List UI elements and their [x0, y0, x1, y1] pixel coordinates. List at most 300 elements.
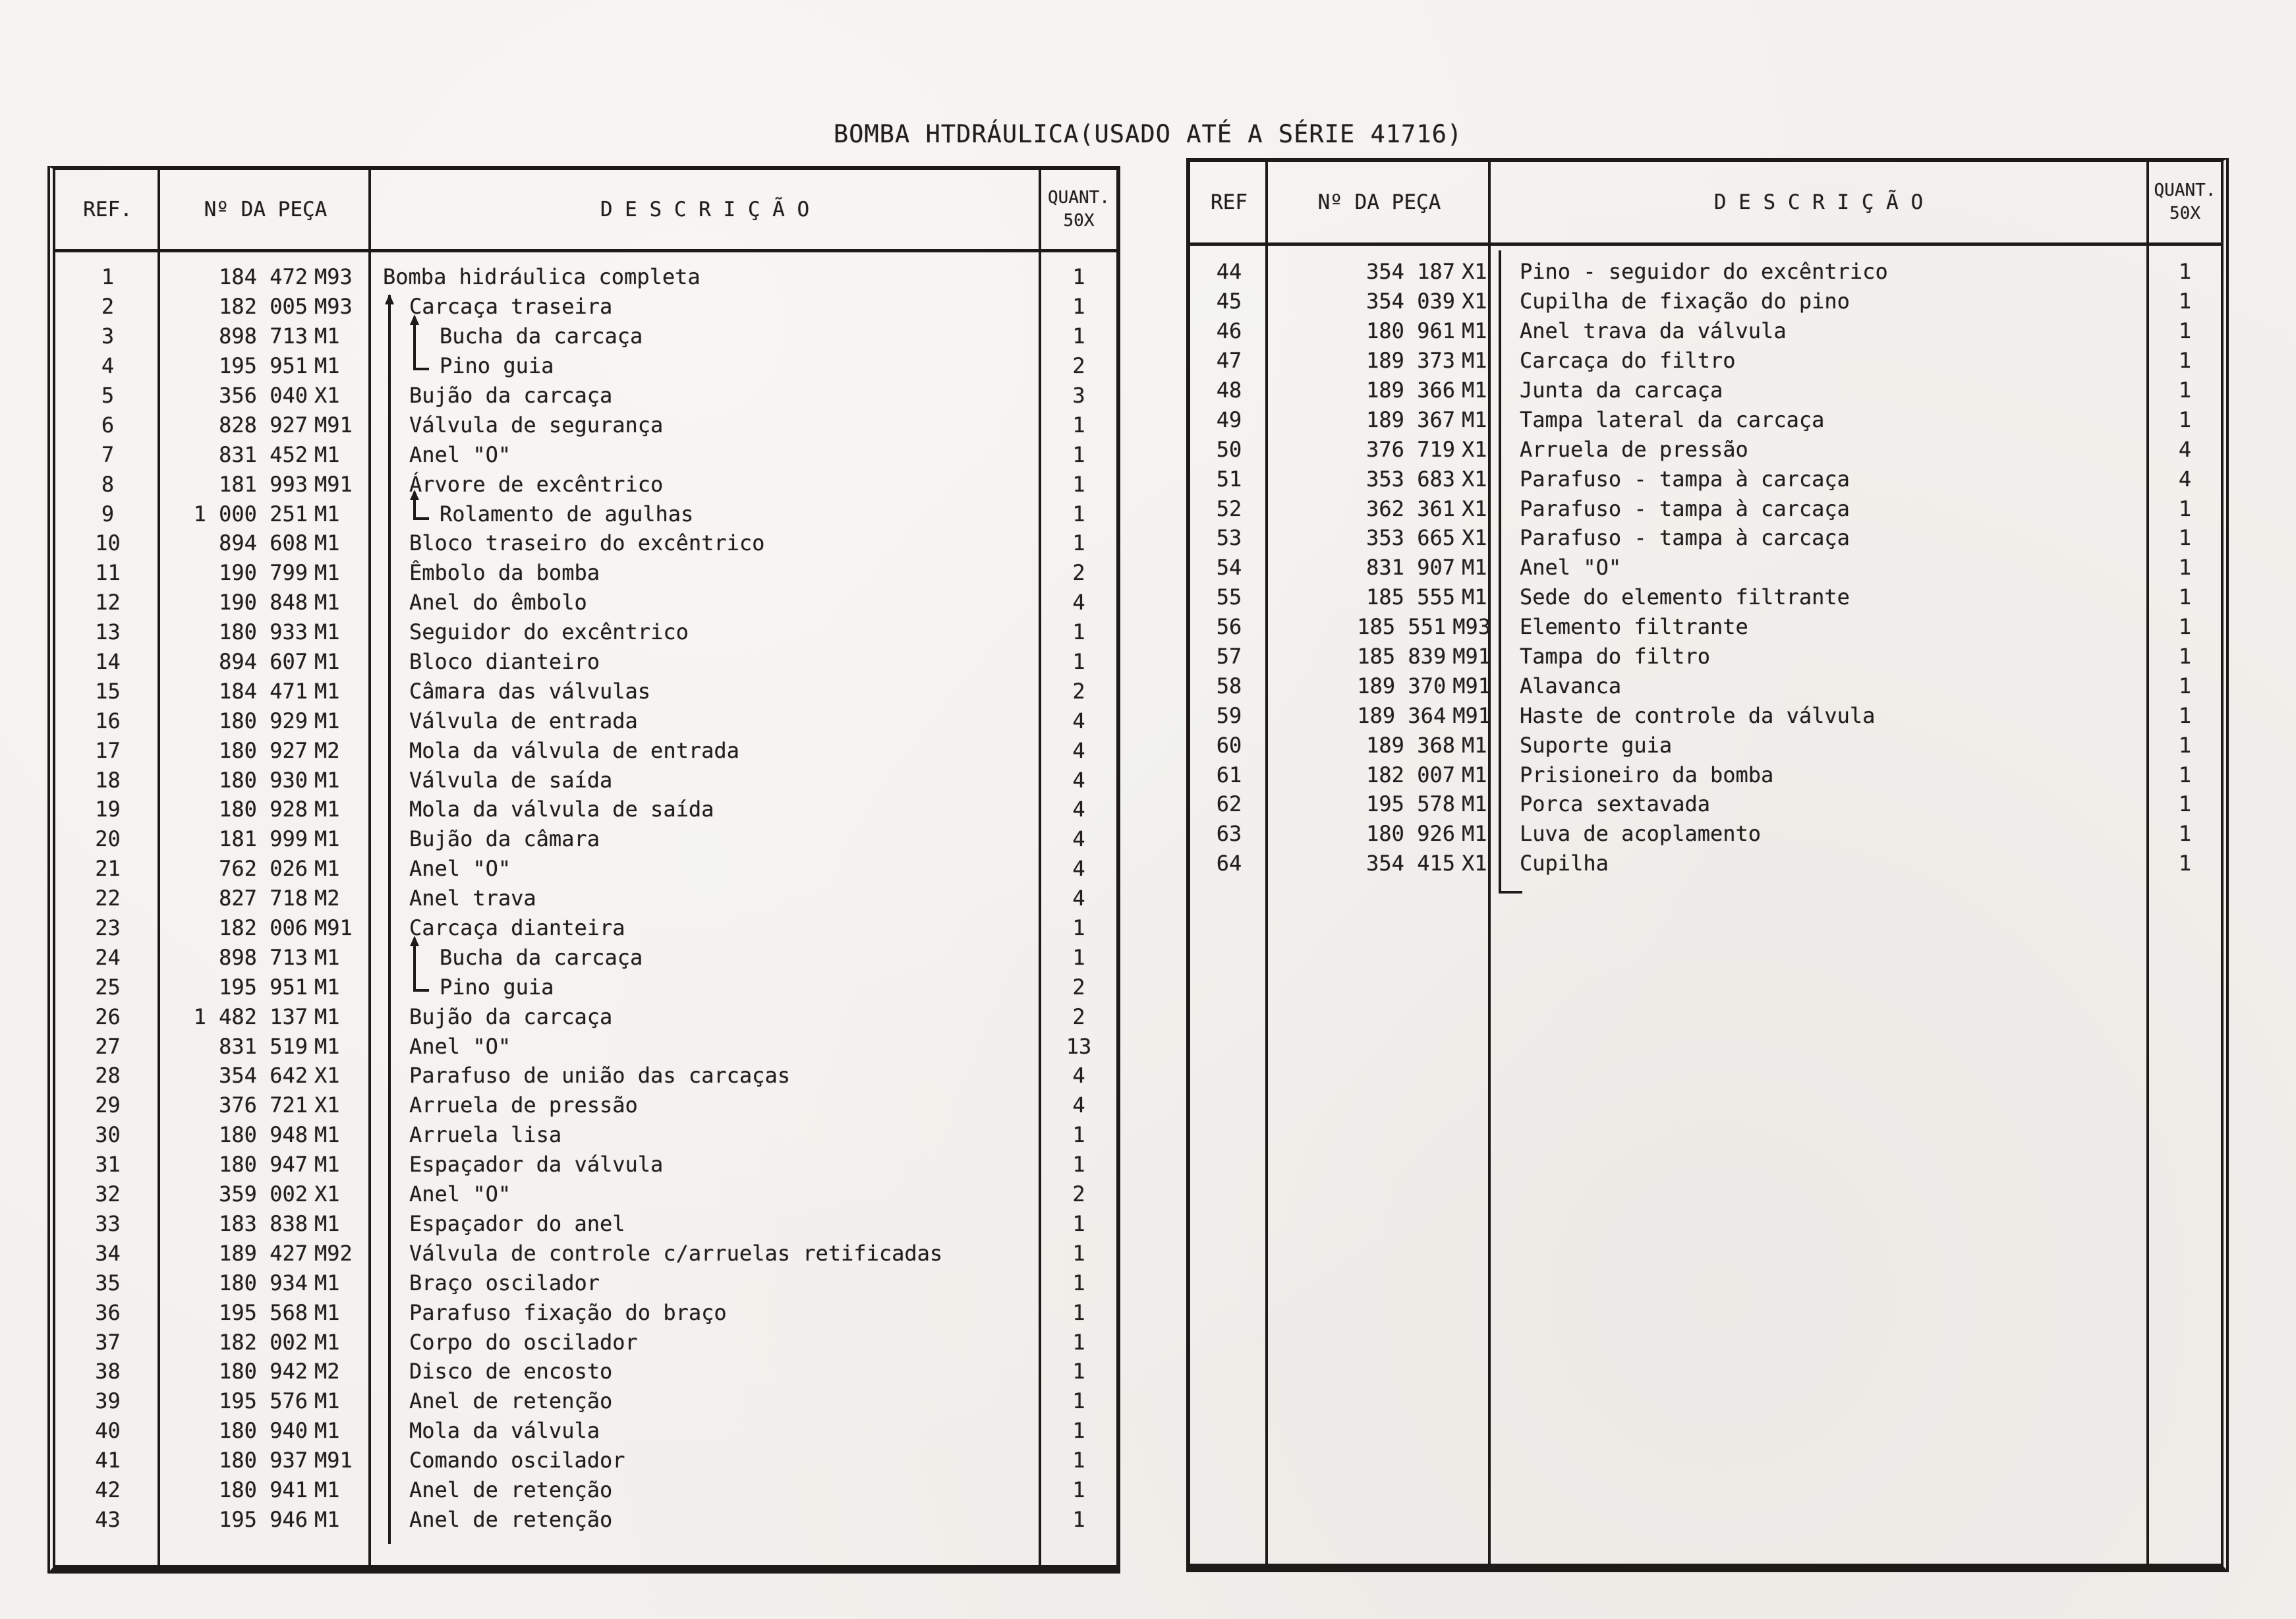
- quantity-cell: 1: [1072, 1122, 1085, 1148]
- description-text: Pino guia: [440, 353, 554, 379]
- part-number: 195 951: [219, 353, 308, 379]
- part-number-cell: [160, 768, 371, 793]
- description-text: Bucha da carcaça: [440, 324, 643, 349]
- ref-cell: 15: [95, 678, 121, 704]
- part-number: 354 187: [1366, 259, 1455, 285]
- description-cell: [371, 1388, 1041, 1413]
- ref-cell: 46: [1216, 318, 1242, 344]
- part-number-cell: [1268, 673, 1491, 698]
- ref-column-header: REF: [1211, 190, 1248, 214]
- description-cell: [371, 590, 1041, 615]
- description-cell: [371, 1300, 1041, 1325]
- part-code: M1: [1462, 821, 1487, 847]
- part-number: 828 927: [219, 412, 308, 438]
- part-number-cell: [160, 294, 371, 319]
- part-number: 190 848: [219, 590, 308, 615]
- part-code: M1: [1462, 318, 1487, 344]
- table-row: [1190, 346, 2221, 376]
- description-cell: [371, 294, 1041, 319]
- description-text: Elemento filtrante: [1520, 614, 1748, 640]
- part-code: M1: [314, 678, 340, 704]
- description-text: Sede do elemento filtrante: [1520, 584, 1850, 610]
- description-text: Espaçador do anel: [409, 1210, 625, 1236]
- table-row: [55, 913, 1116, 943]
- quantity-cell: 2: [1072, 1004, 1085, 1029]
- part-code: M1: [314, 1122, 340, 1148]
- part-number-cell: [1268, 821, 1491, 846]
- ref-cell: 26: [95, 1004, 121, 1029]
- ref-cell: 55: [1216, 584, 1242, 610]
- table-row: [1190, 405, 2221, 434]
- description-cell: [371, 1004, 1041, 1029]
- parts-table-left: [47, 166, 1120, 1574]
- ref-cell: 17: [95, 737, 121, 763]
- part-number-cell: [160, 1122, 371, 1147]
- part-number: 894 608: [219, 530, 308, 556]
- description-text: Mola da válvula: [409, 1418, 600, 1444]
- part-number-cell: [160, 1211, 371, 1236]
- table-row: [55, 1031, 1116, 1061]
- description-cell: [371, 472, 1041, 497]
- part-number: 184 472: [219, 264, 308, 290]
- ref-cell: 43: [95, 1506, 121, 1532]
- description-cell: [371, 1034, 1041, 1059]
- table-row: [55, 1268, 1116, 1297]
- description-cell: [1491, 851, 2149, 876]
- quantity-cell: 1: [2178, 259, 2192, 285]
- ref-cell: 62: [1216, 791, 1242, 817]
- quantity-cell: 1: [1072, 915, 1085, 941]
- quantity-cell: 4: [1072, 1063, 1085, 1089]
- quantity-cell: 4: [1072, 737, 1085, 763]
- part-number: 180 926: [1366, 821, 1455, 847]
- part-code: X1: [1462, 466, 1487, 492]
- part-number: 189 366: [1366, 378, 1455, 403]
- part-number-cell: [160, 1034, 371, 1059]
- ref-cell: 41: [95, 1448, 121, 1473]
- table-row: [1190, 849, 2221, 878]
- quantity-cell: 1: [2178, 762, 2192, 787]
- part-number-cell: [160, 1507, 371, 1532]
- part-code: M1: [314, 1210, 340, 1236]
- ref-cell: 56: [1216, 614, 1242, 640]
- description-text: Carcaça traseira: [409, 294, 613, 320]
- ref-cell: 47: [1216, 348, 1242, 374]
- quantity-cell: 1: [1072, 1418, 1085, 1444]
- table-row: [55, 410, 1116, 440]
- part-number: 353 683: [1366, 466, 1455, 492]
- description-text: Seguidor do excêntrico: [409, 619, 689, 645]
- part-code: X1: [314, 383, 340, 408]
- parts-table-right: [1186, 158, 2229, 1572]
- part-number-cell: [160, 383, 371, 408]
- quantity-cell: 1: [2178, 584, 2192, 610]
- table-row: [55, 706, 1116, 735]
- description-text: Corpo do oscilador: [409, 1329, 638, 1355]
- part-number: 354 642: [219, 1063, 308, 1089]
- ref-cell: 9: [101, 501, 115, 526]
- part-code: M1: [1462, 407, 1487, 432]
- ref-cell: 18: [95, 767, 121, 793]
- quantity-cell: 1: [2178, 821, 2192, 847]
- part-number: 189 367: [1366, 407, 1455, 432]
- description-text: Pino guia: [440, 974, 554, 1000]
- hierarchy-bracket: [413, 347, 429, 370]
- quantity-cell: 1: [1072, 1448, 1085, 1473]
- description-text: Parafuso de união das carcaças: [409, 1063, 790, 1089]
- quantity-cell: 1: [1072, 1240, 1085, 1266]
- part-number: 180 934: [219, 1270, 308, 1295]
- quantity-cell: 4: [2178, 436, 2192, 462]
- description-text: Bloco dianteiro: [409, 649, 600, 675]
- quantity-cell: 1: [1072, 1477, 1085, 1502]
- part-code: X1: [1462, 851, 1487, 876]
- table-rows: [55, 262, 1116, 1534]
- description-cell: [371, 886, 1041, 911]
- ref-cell: 35: [95, 1270, 121, 1295]
- description-cell: [1491, 318, 2149, 343]
- description-cell: [1491, 733, 2149, 758]
- part-number: 181 999: [219, 826, 308, 852]
- part-number: 1 482 137: [193, 1004, 308, 1029]
- description-cell: [371, 1359, 1041, 1384]
- part-number: 180 933: [219, 619, 308, 645]
- part-number: 894 607: [219, 649, 308, 675]
- quantity-cell: 1: [2178, 702, 2192, 728]
- quantity-cell: 1: [2178, 525, 2192, 551]
- description-cell: [371, 1152, 1041, 1177]
- description-text: Mola da válvula de saída: [409, 797, 714, 822]
- description-cell: [1491, 673, 2149, 698]
- part-number-cell: [160, 560, 371, 585]
- quantity-cell: 1: [1072, 1506, 1085, 1532]
- description-text: Parafuso - tampa à carcaça: [1520, 466, 1850, 492]
- part-number-cell: [1268, 348, 1491, 373]
- part-number-cell: [1268, 467, 1491, 492]
- part-number-cell: [160, 738, 371, 763]
- table-row: [55, 499, 1116, 528]
- description-text: Disco de encosto: [409, 1359, 613, 1384]
- part-number-cell: [160, 1063, 371, 1088]
- part-number: 827 718: [219, 886, 308, 911]
- part-code: M1: [314, 974, 340, 1000]
- part-number-cell: [1268, 525, 1491, 550]
- description-text: Válvula de segurança: [409, 412, 664, 438]
- part-number: 180 947: [219, 1152, 308, 1178]
- quantity-cell: 1: [1072, 264, 1085, 290]
- table-row: [55, 1091, 1116, 1120]
- ref-cell: 64: [1216, 851, 1242, 876]
- table-row: [55, 558, 1116, 588]
- part-number: 181 993: [219, 471, 308, 497]
- quantity-cell: 1: [2178, 318, 2192, 344]
- quantity-cell: 1: [1072, 441, 1085, 467]
- description-cell: [1491, 259, 2149, 284]
- ref-cell: 58: [1216, 673, 1242, 698]
- quantity-cell: 2: [1072, 560, 1085, 586]
- description-text: Anel "O": [409, 441, 511, 467]
- description-text: Haste de controle da válvula: [1520, 702, 1876, 728]
- table-row: [1190, 642, 2221, 671]
- quantity-cell: 1: [2178, 673, 2192, 698]
- part-code: M91: [314, 915, 353, 941]
- part-code: M1: [314, 1418, 340, 1444]
- quantity-cell: 1: [2178, 791, 2192, 817]
- part-number-cell: [160, 1152, 371, 1177]
- part-number-cell: [1268, 289, 1491, 314]
- quantity-cell: 1: [1072, 1270, 1085, 1295]
- ref-cell: 60: [1216, 732, 1242, 758]
- part-number: 356 040: [219, 383, 308, 408]
- part-number-cell: [160, 412, 371, 438]
- part-number: 362 361: [1366, 496, 1455, 521]
- description-cell: [371, 383, 1041, 408]
- description-text: Árvore de excêntrico: [409, 471, 664, 497]
- part-code: M91: [314, 412, 353, 438]
- ref-cell: 7: [101, 441, 115, 467]
- part-code: M1: [1462, 348, 1487, 374]
- part-code: M1: [314, 619, 340, 645]
- part-code: M1: [314, 530, 340, 556]
- part-code: M91: [314, 1448, 353, 1473]
- description-text: Mola da válvula de entrada: [409, 737, 739, 763]
- quantity-cell: 1: [1072, 944, 1085, 970]
- ref-cell: 38: [95, 1359, 121, 1384]
- description-cell: [371, 353, 1041, 378]
- description-cell: [1491, 467, 2149, 492]
- part-code: M1: [314, 767, 340, 793]
- quantity-cell: 1: [2178, 378, 2192, 403]
- part-number: 189 370: [1357, 673, 1447, 698]
- part-number-cell: [160, 1477, 371, 1502]
- quantity-cell: 1: [1072, 412, 1085, 438]
- part-number-cell: [160, 1448, 371, 1473]
- description-cell: [1491, 555, 2149, 580]
- description-text: Anel "O": [1520, 555, 1622, 581]
- description-text: Anel "O": [409, 856, 511, 882]
- part-number-cell: [160, 619, 371, 644]
- table-row: [55, 824, 1116, 854]
- quantity-column-header: [2149, 162, 2221, 242]
- table-row: [55, 381, 1116, 411]
- ref-cell: 20: [95, 826, 121, 852]
- quantity-cell: 1: [1072, 1388, 1085, 1414]
- ref-cell: 45: [1216, 289, 1242, 314]
- table-row: [55, 647, 1116, 677]
- part-number-column-header: Nº DA PEÇA: [1317, 190, 1441, 214]
- table-row: [55, 351, 1116, 381]
- header-divider: [55, 249, 1116, 252]
- description-cell: [371, 768, 1041, 793]
- table-row: [1190, 730, 2221, 760]
- hierarchy-bracket: [413, 968, 429, 992]
- description-text: Braço oscilador: [409, 1270, 600, 1295]
- table-row: [55, 262, 1116, 292]
- quantity-cell: 1: [1072, 1152, 1085, 1178]
- description-text: Anel de retenção: [409, 1388, 613, 1414]
- part-number-cell: [1268, 851, 1491, 876]
- part-code: M1: [314, 1152, 340, 1178]
- part-code: X1: [314, 1181, 340, 1207]
- description-cell: [1491, 289, 2149, 314]
- ref-cell: 39: [95, 1388, 121, 1414]
- description-column-header: D E S C R I Ç Ã O: [1713, 190, 1924, 214]
- description-cell: [1491, 614, 2149, 639]
- quantity-cell: 1: [1072, 294, 1085, 320]
- part-code: M91: [1452, 673, 1491, 698]
- ref-cell: 61: [1216, 762, 1242, 787]
- quantity-header-line1: QUANT.: [2154, 180, 2216, 200]
- description-text: Anel "O": [409, 1181, 511, 1207]
- part-number-cell: [160, 1388, 371, 1413]
- part-number: 183 838: [219, 1210, 308, 1236]
- part-number: 189 373: [1366, 348, 1455, 374]
- description-text: Arruela de pressão: [1520, 436, 1748, 462]
- description-text: Carcaça do filtro: [1520, 348, 1736, 374]
- quantity-cell: 1: [2178, 644, 2192, 669]
- description-cell: [371, 530, 1041, 555]
- description-text: Porca sextavada: [1520, 791, 1710, 817]
- part-number-cell: [160, 590, 371, 615]
- table-row: [55, 1209, 1116, 1239]
- table-row: [55, 1327, 1116, 1357]
- quantity-cell: 1: [2178, 732, 2192, 758]
- part-number-cell: [160, 472, 371, 497]
- table-row: [1190, 671, 2221, 700]
- description-cell: [371, 945, 1041, 970]
- description-text: Rolamento de agulhas: [440, 501, 694, 526]
- quantity-cell: 2: [1072, 1181, 1085, 1207]
- description-cell: [371, 1093, 1041, 1118]
- description-cell: [1491, 525, 2149, 550]
- quantity-cell: 2: [1072, 678, 1085, 704]
- part-number-cell: [160, 1093, 371, 1118]
- description-text: Bloco traseiro do excêntrico: [409, 530, 765, 556]
- ref-cell: 25: [95, 974, 121, 1000]
- ref-cell: 6: [101, 412, 115, 438]
- table-row: [1190, 523, 2221, 553]
- description-text: Bujão da carcaça: [409, 383, 613, 408]
- table-row: [55, 617, 1116, 647]
- quantity-cell: 1: [1072, 530, 1085, 556]
- table-row: [1190, 316, 2221, 346]
- part-code: M1: [314, 856, 340, 882]
- part-number: 195 568: [219, 1299, 308, 1325]
- part-number-cell: [1268, 437, 1491, 462]
- description-cell: [371, 856, 1041, 881]
- ref-cell: 30: [95, 1122, 121, 1148]
- part-number: 353 665: [1366, 525, 1455, 551]
- part-number: 195 576: [219, 1388, 308, 1414]
- part-number: 195 951: [219, 974, 308, 1000]
- quantity-cell: 1: [2178, 555, 2192, 581]
- description-text: Anel trava: [409, 886, 536, 911]
- part-number-cell: [160, 945, 371, 970]
- ref-cell: 22: [95, 886, 121, 911]
- part-number: 189 364: [1357, 702, 1447, 728]
- description-cell: [371, 738, 1041, 763]
- table-row: [55, 972, 1116, 1002]
- quantity-cell: 3: [1072, 383, 1085, 408]
- description-cell: [371, 1418, 1041, 1443]
- part-code: M1: [314, 1506, 340, 1532]
- table-row: [55, 1416, 1116, 1446]
- part-number: 185 555: [1366, 584, 1455, 610]
- ref-cell: 52: [1216, 496, 1242, 521]
- quantity-cell: 1: [2178, 496, 2192, 521]
- ref-cell: 13: [95, 619, 121, 645]
- part-code: M92: [314, 1240, 353, 1266]
- part-number-cell: [160, 1359, 371, 1384]
- description-text: Tampa do filtro: [1520, 644, 1710, 669]
- part-number-cell: [160, 915, 371, 940]
- ref-cell: 2: [101, 294, 115, 320]
- part-number-cell: [160, 886, 371, 911]
- description-cell: [1491, 644, 2149, 669]
- description-text: Válvula de saída: [409, 767, 613, 793]
- part-code: X1: [1462, 289, 1487, 314]
- table-row: [1190, 612, 2221, 642]
- part-code: M1: [314, 1299, 340, 1325]
- part-number: 185 551: [1357, 614, 1447, 640]
- table-row: [55, 292, 1116, 322]
- quantity-cell: 1: [2178, 407, 2192, 432]
- ref-cell: 10: [95, 530, 121, 556]
- ref-cell: 40: [95, 1418, 121, 1444]
- quantity-cell: 1: [2178, 614, 2192, 640]
- part-code: M2: [314, 886, 340, 911]
- ref-cell: 63: [1216, 821, 1242, 847]
- quantity-cell: 4: [1072, 826, 1085, 852]
- quantity-cell: 2: [1072, 974, 1085, 1000]
- part-number-cell: [1268, 318, 1491, 343]
- part-number-cell: [1268, 584, 1491, 610]
- ref-cell: 28: [95, 1063, 121, 1089]
- part-number-cell: [160, 679, 371, 704]
- description-cell: [371, 412, 1041, 438]
- description-text: Arruela de pressão: [409, 1093, 638, 1118]
- quantity-header-line2: 50X: [1063, 211, 1095, 231]
- part-number: 831 452: [219, 441, 308, 467]
- table-row: [55, 1446, 1116, 1475]
- ref-cell: 59: [1216, 702, 1242, 728]
- description-text: Arruela lisa: [409, 1122, 562, 1148]
- part-code: X1: [1462, 436, 1487, 462]
- part-number: 189 427: [219, 1240, 308, 1266]
- part-number: 376 721: [219, 1093, 308, 1118]
- part-code: M1: [314, 501, 340, 526]
- table-row: [1190, 582, 2221, 612]
- part-code: M1: [314, 353, 340, 379]
- part-code: M91: [1452, 702, 1491, 728]
- part-code: M1: [1462, 762, 1487, 787]
- description-cell: [371, 1507, 1041, 1532]
- part-number-column-header: Nº DA PEÇA: [204, 198, 328, 221]
- part-number: 1 000 251: [193, 501, 308, 526]
- table-row: [55, 528, 1116, 558]
- part-number: 182 006: [219, 915, 308, 941]
- part-number-cell: [160, 826, 371, 851]
- part-code: X1: [1462, 259, 1487, 285]
- table-row: [55, 1475, 1116, 1505]
- ref-cell: 57: [1216, 644, 1242, 669]
- quantity-cell: 4: [1072, 797, 1085, 822]
- ref-cell: 31: [95, 1152, 121, 1178]
- description-cell: [371, 442, 1041, 467]
- part-number: 180 930: [219, 767, 308, 793]
- table-row: [55, 1179, 1116, 1209]
- table-row: [1190, 434, 2221, 464]
